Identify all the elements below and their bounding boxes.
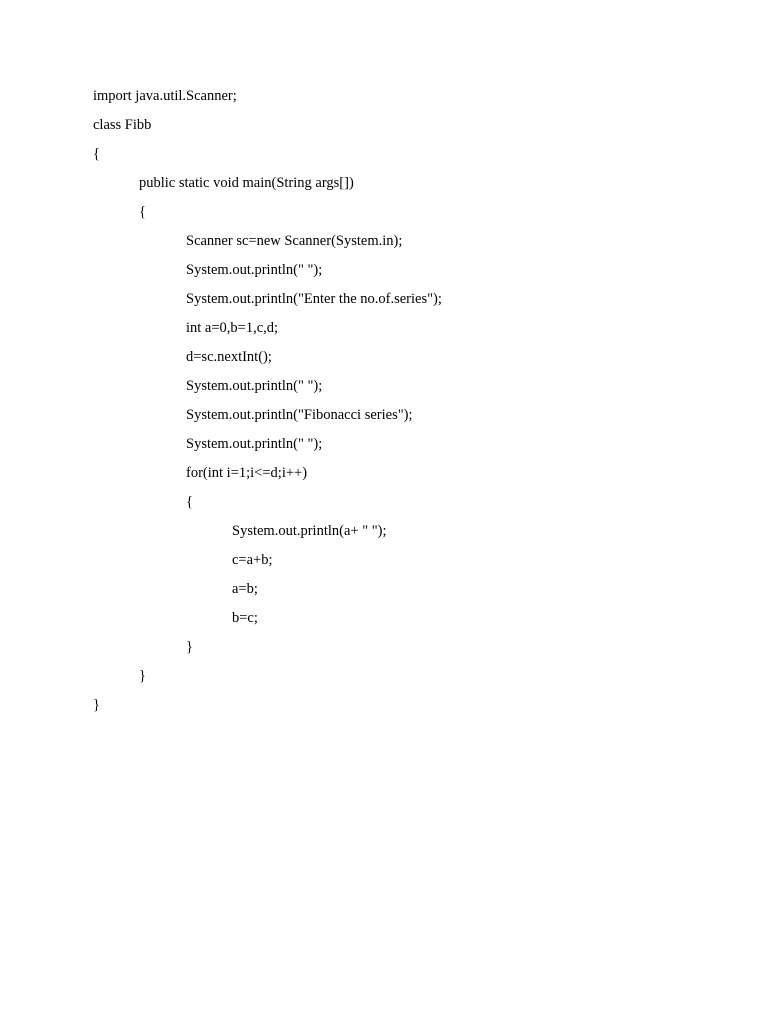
code-line-class: class Fibb: [93, 117, 152, 133]
code-line-assign-a: a=b;: [232, 581, 258, 597]
code-line-assign-b: b=c;: [232, 610, 258, 626]
code-line-main-open: {: [139, 204, 146, 220]
code-line-declare: int a=0,b=1,c,d;: [186, 320, 279, 336]
code-line-import: import java.util.Scanner;: [93, 88, 237, 104]
code-line-println-3: System.out.println(" ");: [186, 378, 323, 394]
code-line-class-open: {: [93, 146, 100, 162]
code-line-main-close: }: [139, 668, 146, 684]
code-line-for-close: }: [186, 639, 193, 655]
code-line-println-5: System.out.println(" ");: [186, 436, 323, 452]
code-line-class-close: }: [93, 697, 100, 713]
code-line-nextint: d=sc.nextInt();: [186, 349, 272, 365]
code-line-println-a: System.out.println(a+ " ");: [232, 523, 387, 539]
code-line-main: public static void main(String args[]): [139, 175, 354, 191]
code-line-for: for(int i=1;i<=d;i++): [186, 465, 308, 481]
code-line-scanner: Scanner sc=new Scanner(System.in);: [186, 233, 403, 249]
code-line-println-1: System.out.println(" ");: [186, 262, 323, 278]
code-line-for-open: {: [186, 494, 193, 510]
code-line-println-4: System.out.println("Fibonacci series");: [186, 407, 413, 423]
code-line-assign-c: c=a+b;: [232, 552, 273, 568]
code-line-println-2: System.out.println("Enter the no.of.series");: [186, 291, 442, 307]
